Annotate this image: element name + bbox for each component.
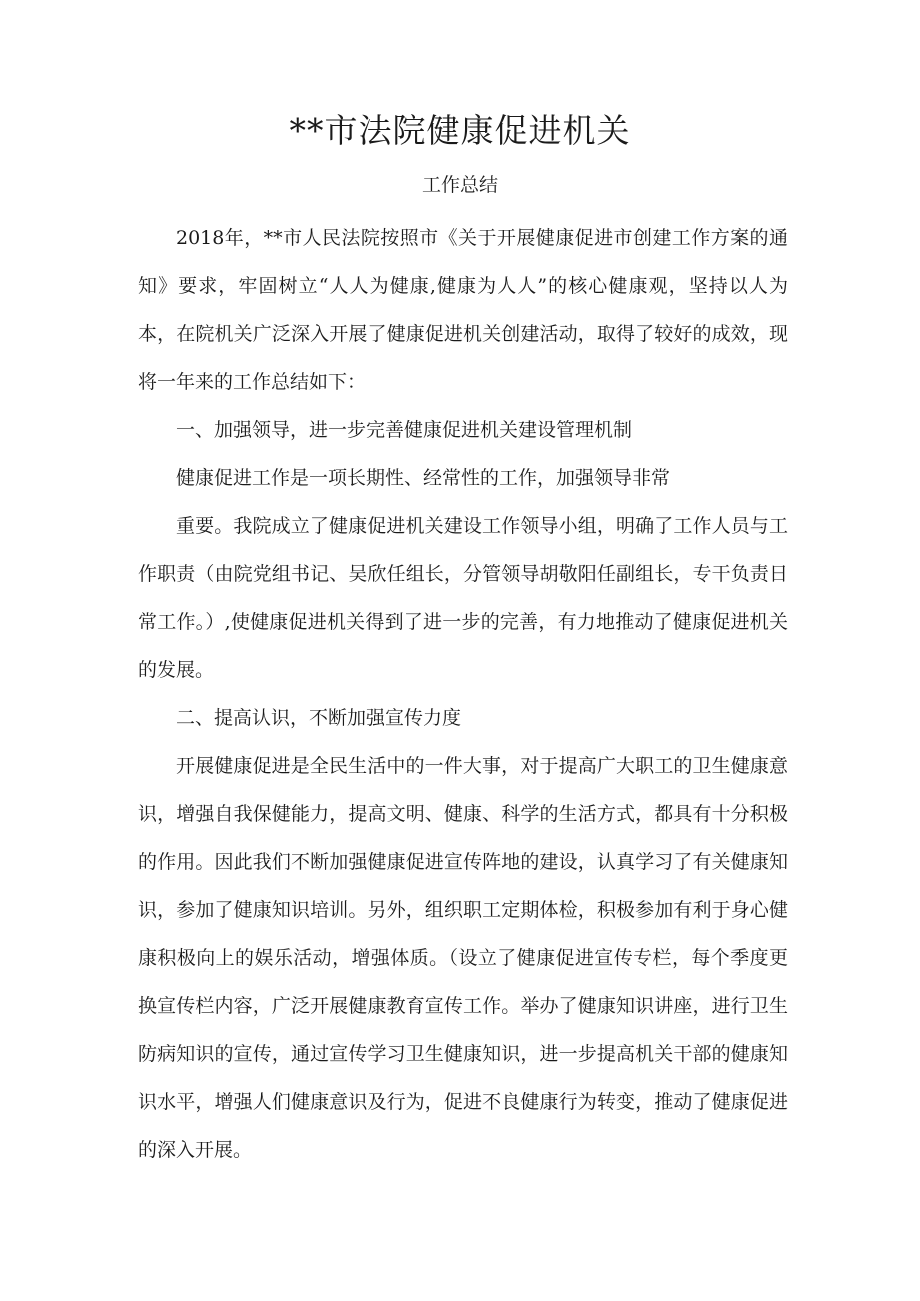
paragraph-section-1-lead: 健康促进工作是一项长期性、经常性的工作，加强领导非常 <box>176 467 671 489</box>
document-title: **市法院健康促进机关 <box>289 111 631 150</box>
section-heading-2: 二、提高认识，不断加强宣传力度 <box>176 707 462 729</box>
paragraph-intro: 2018年，**市人民法院按照市《关于开展健康促进市创建工作方案的通知》要求，牢固树立“人人为健康,健康为人人”的核心健康观，坚持以人为本，在院机关广泛深入开展了健康促进机关创建活动，取得了较好的成效，现将一年来的工作总结如下： <box>138 227 788 393</box>
document-subtitle: 工作总结 <box>421 174 498 196</box>
section-heading-1: 一、加强领导，进一步完善健康促进机关建设管理机制 <box>176 419 633 441</box>
document-body <box>138 214 788 1174</box>
paragraph-section-1-body: 重要。我院成立了健康促进机关建设工作领导小组，明确了工作人员与工作职责（由院党组书记、吴欣任组长，分管领导胡敬阳任副组长，专干负责日常工作。）,使健康促进机关得到了进一步的完善，有力地推动了健康促进机关的发展。 <box>138 515 788 681</box>
paragraph-section-2-body: 开展健康促进是全民生活中的一件大事，对于提高广大职工的卫生健康意识，增强自我保健能力，提高文明、健康、科学的生活方式，都具有十分积极的作用。因此我们不断加强健康促进宣传阵地的建设，认真学习了有关健康知识，参加了健康知识培训。另外，组织职工定期体检，积极参加有利于身心健康积极向上的娱乐活动，增强体质。（设立了健康促进宣传专栏，每个季度更换宣传栏内容，广泛开展健康教育宣传工作。举办了健康知识讲座，进行卫生防病知识的宣传，通过宣传学习卫生健康知识，进一步提高机关干部的健康知识水平，增强人们健康意识及行为，促进不良健康行为转变，推动了健康促进的深入开展。 <box>138 755 788 1161</box>
